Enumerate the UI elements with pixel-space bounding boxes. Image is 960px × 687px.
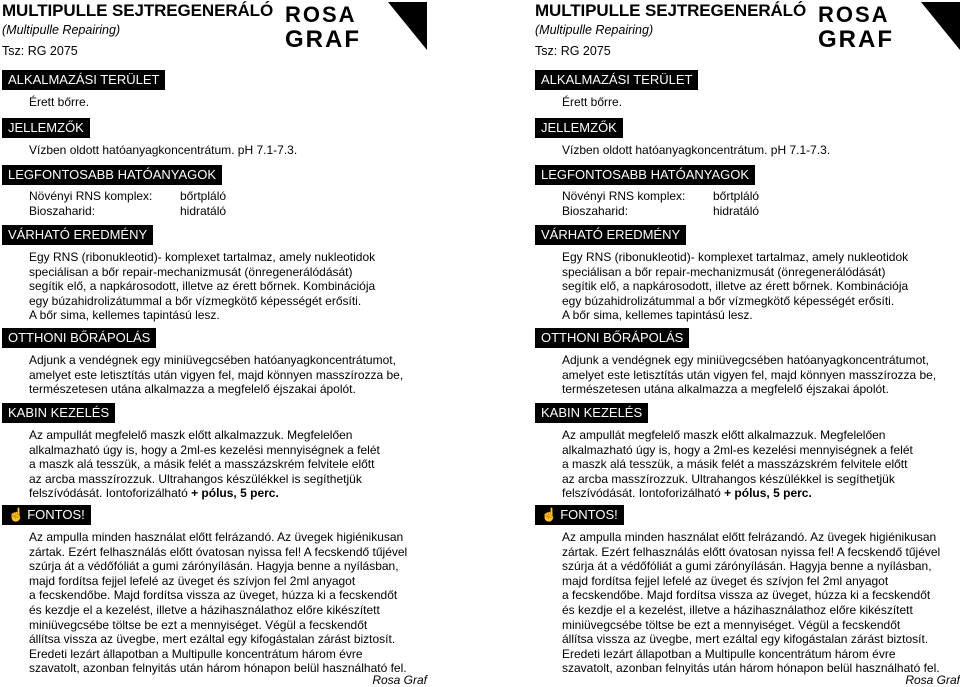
ingredient-row [562, 204, 759, 219]
section-label-ingredients: LEGFONTOSABB HATÓANYAGOK [535, 165, 755, 185]
ingredient-name: Növényi RNS komplex: [29, 189, 153, 203]
ingredient-name: Bioszaharid: [29, 204, 96, 218]
section-label-homecare: OTTHONI BŐRÁPOLÁS [2, 328, 156, 348]
logo-triangle [921, 2, 960, 50]
section-label-results: VÁRHATÓ EREDMÉNY [2, 225, 153, 245]
doc-title: MULTIPULLE SEJTREGENERÁLÓ [2, 1, 274, 20]
application-text: Érett bőrre. [562, 95, 623, 109]
cabin-text-bold: + pólus, 5 perc. [191, 486, 279, 501]
ingredient-effect: bőrtpláló [180, 189, 227, 203]
section-label-features: JELLEMZŐK [2, 118, 90, 138]
homecare-text: Adjunk a vendégnek egy miniüvegcsében hatóanyagkoncentrátumot, amelyet este letisztítás után vigyen fel, majd könnyen masszírozza be, természetesen utána alkalmazza a megfelelő éjszakai ápolót. [29, 353, 404, 397]
important-label-text: FONTOS! [27, 507, 85, 522]
important-label-text: FONTOS! [560, 507, 618, 522]
ingredient-effect: hidratáló [180, 204, 227, 218]
section-label-cabin: KABIN KEZELÉS [2, 403, 115, 423]
results-text: Egy RNS (ribonukleotid)- komplexet tartalmaz, amely nukleotidok speciálisan a bőr repair-mechanizmusát (önregenerálódását) segítik elő, a napkárosodott, illetve az érett bőrnek. Kombinációja egy búzahidrolizátummal a bőr vízmegkötő képességét erősíti. A bőr sima, kellemes tapintású lesz. [562, 250, 909, 323]
cabin-text [562, 428, 960, 501]
card-left [2, 0, 427, 687]
ingredient-row [29, 189, 226, 204]
hand-pointer-icon: ☝ [8, 507, 25, 522]
features-text: Vízben oldott hatóanyagkoncentrátum. pH 7.1-7.3. [29, 143, 298, 157]
important-text: Az ampulla minden használat előtt felrázandó. Az üvegek higiénikusan zártak. Ezért felhasználás előtt óvatosan nyissa fel! A fecskendő tűjével szúrja át a védőfóliát a gumi zárónyílásán. Hagyja benne a nyílásban, majd fordítsa fejjel lefelé az üveget és szívjon fel 2ml anyagot a fecskendőbe. Majd fordítsa vissza az üveget, húzza ki a fecskendőt és kezdje el a kezelést, illetve a házihasználathoz előre kikészített miniüvegcsébe töltse be ezt a mennyiséget. Végül a fecskendőt állítsa vissza az üvegbe, mert ezáltal egy kifogástalan zárást biztosít. Eredeti lezárt állapotban a Multipulle koncentrátum három évre szavatolt, azonban felnyitás után három hónapon belül használható fel. [562, 530, 941, 676]
card-right [535, 0, 960, 687]
footer-brand: Rosa Graf [372, 673, 427, 687]
cabin-text-main: Az ampullát megfelelő maszk előtt alkalmazzuk. Megfelelően alkalmazható úgy is, hogy a 2ml-es kezelési mennyiségnek a felét a maszk alá tesszük, a másik felét a masszázskrém felvitele előtt az arcba masszírozzuk. Ultrahangos készülékkel is segíthetjük felszívódását. Iontoforizálható [562, 428, 913, 501]
section-label-homecare: OTTHONI BŐRÁPOLÁS [535, 328, 689, 348]
section-label-ingredients: LEGFONTOSABB HATÓANYAGOK [2, 165, 222, 185]
logo-triangle [388, 2, 427, 50]
homecare-text: Adjunk a vendégnek egy miniüvegcsében hatóanyagkoncentrátumot, amelyet este letisztítás után vigyen fel, majd könnyen masszírozza be, természetesen utána alkalmazza a megfelelő éjszakai ápolót. [562, 353, 937, 397]
cabin-text-bold: + pólus, 5 perc. [724, 486, 812, 501]
section-label-important [535, 505, 624, 525]
section-label-cabin: KABIN KEZELÉS [535, 403, 648, 423]
ingredient-name: Növényi RNS komplex: [562, 189, 686, 203]
section-label-important [2, 505, 91, 525]
rosa-graf-logo [280, 0, 430, 52]
doc-subtitle: (Multipulle Repairing) [535, 23, 654, 37]
application-text: Érett bőrre. [29, 95, 90, 109]
ingredient-row [29, 204, 226, 219]
important-text: Az ampulla minden használat előtt felrázandó. Az üvegek higiénikusan zártak. Ezért felhasználás előtt óvatosan nyissa fel! A fecskendő tűjével szúrja át a védőfóliát a gumi zárónyílásán. Hagyja benne a nyílásban, majd fordítsa fejjel lefelé az üveget és szívjon fel 2ml anyagot a fecskendőbe. Majd fordítsa vissza az üveget, húzza ki a fecskendőt és kezdje el a kezelést, illetve a házihasználathoz előre kikészített miniüvegcsébe töltse be ezt a mennyiséget. Végül a fecskendőt állítsa vissza az üvegbe, mert ezáltal egy kifogástalan zárást biztosít. Eredeti lezárt állapotban a Multipulle koncentrátum három évre szavatolt, azonban felnyitás után három hónapon belül használható fel. [29, 530, 408, 676]
footer-brand: Rosa Graf [905, 673, 960, 687]
section-label-results: VÁRHATÓ EREDMÉNY [535, 225, 686, 245]
logo-bottom-text: GRAF [818, 26, 894, 52]
doc-subtitle: (Multipulle Repairing) [2, 23, 121, 37]
section-label-features: JELLEMZŐK [535, 118, 623, 138]
doc-code: Tsz: RG 2075 [535, 44, 611, 58]
cabin-text [29, 428, 429, 501]
section-label-application: ALKALMAZÁSI TERÜLET [535, 70, 698, 90]
ingredient-effect: hidratáló [713, 204, 760, 218]
ingredient-effect: bőrtpláló [713, 189, 760, 203]
ingredient-name: Bioszaharid: [562, 204, 629, 218]
logo-bottom-text: GRAF [285, 26, 361, 52]
logo-top-text: ROSA [818, 2, 890, 27]
ingredient-row [562, 189, 759, 204]
cabin-text-main: Az ampullát megfelelő maszk előtt alkalmazzuk. Megfelelően alkalmazható úgy is, hogy a 2ml-es kezelési mennyiségnek a felét a maszk alá tesszük, a másik felét a masszázskrém felvitele előtt az arcba masszírozzuk. Ultrahangos készülékkel is segíthetjük felszívódását. Iontoforizálható [29, 428, 380, 501]
rosa-graf-logo [813, 0, 960, 52]
results-text: Egy RNS (ribonukleotid)- komplexet tartalmaz, amely nukleotidok speciálisan a bőr repair-mechanizmusát (önregenerálódását) segítik elő, a napkárosodott, illetve az érett bőrnek. Kombinációja egy búzahidrolizátummal a bőr vízmegkötő képességét erősíti. A bőr sima, kellemes tapintású lesz. [29, 250, 376, 323]
logo-top-text: ROSA [285, 2, 357, 27]
hand-pointer-icon: ☝ [541, 507, 558, 522]
doc-code: Tsz: RG 2075 [2, 44, 78, 58]
features-text: Vízben oldott hatóanyagkoncentrátum. pH 7.1-7.3. [562, 143, 831, 157]
section-label-application: ALKALMAZÁSI TERÜLET [2, 70, 165, 90]
doc-title: MULTIPULLE SEJTREGENERÁLÓ [535, 1, 807, 20]
